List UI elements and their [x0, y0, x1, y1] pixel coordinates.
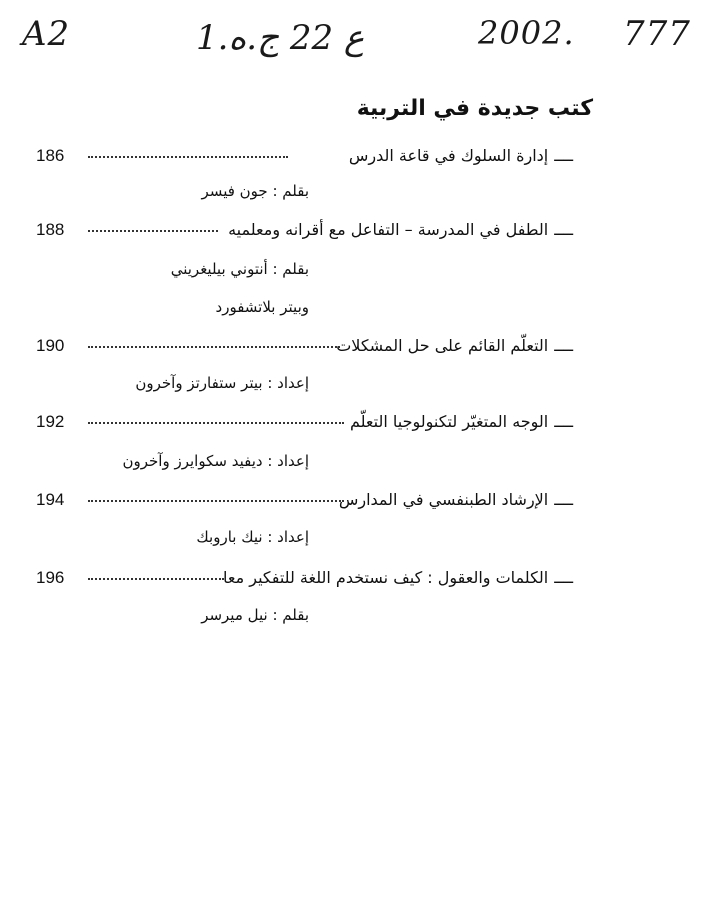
- handwritten-number: 777: [623, 14, 691, 54]
- handwritten-year: 2002.: [478, 14, 575, 52]
- entry-author: إعداد : نيك باروبك: [196, 528, 309, 546]
- entry-author: بقلم : نيل ميرسر: [201, 606, 309, 624]
- entry-author: إعداد : بيتر ستفارتز وآخرون: [135, 374, 309, 392]
- dot-leader: [88, 422, 344, 424]
- handwritten-date: 1.ع 22 ج.ه: [196, 18, 365, 58]
- dot-leader: [88, 578, 224, 580]
- dot-leader: [88, 230, 218, 232]
- entry-title: ــــالوجه المتغيّر لتكنولوجيا التعلّم: [349, 412, 573, 431]
- page-number: 186: [36, 146, 65, 165]
- page-number: 190: [36, 336, 65, 355]
- entry-title: ــــالكلمات والعقول : كيف نستخدم اللغة للتفكير معا: [223, 568, 573, 587]
- dot-leader: [88, 346, 340, 348]
- entry-author: بقلم : أنتوني بيليغريني: [170, 260, 309, 278]
- entry-title: ــــإدارة السلوك في قاعة الدرس: [348, 146, 573, 165]
- entry-title: ــــالإرشاد الطبنفسي في المدارس: [338, 490, 573, 509]
- entry-title: ــــالطفل في المدرسة – التفاعل مع أقرانه ومعلميه: [228, 220, 573, 239]
- entry-author: وبيتر بلاتشفورد: [215, 298, 309, 316]
- entry-author: إعداد : ديفيد سكوايرز وآخرون: [122, 452, 309, 470]
- page-number: 188: [36, 220, 65, 239]
- page-number: 192: [36, 412, 65, 431]
- dot-leader: [88, 156, 288, 158]
- dot-leader: [88, 500, 344, 502]
- section-title: كتب جديدة في التربية: [356, 96, 593, 121]
- entry-title: ــــالتعلّم القائم على حل المشكلات: [336, 336, 573, 355]
- handwritten-ref-code: A2: [22, 14, 71, 54]
- entry-author: بقلم : جون فيسر: [201, 182, 309, 200]
- page-number: 194: [36, 490, 65, 509]
- page-number: 196: [36, 568, 65, 587]
